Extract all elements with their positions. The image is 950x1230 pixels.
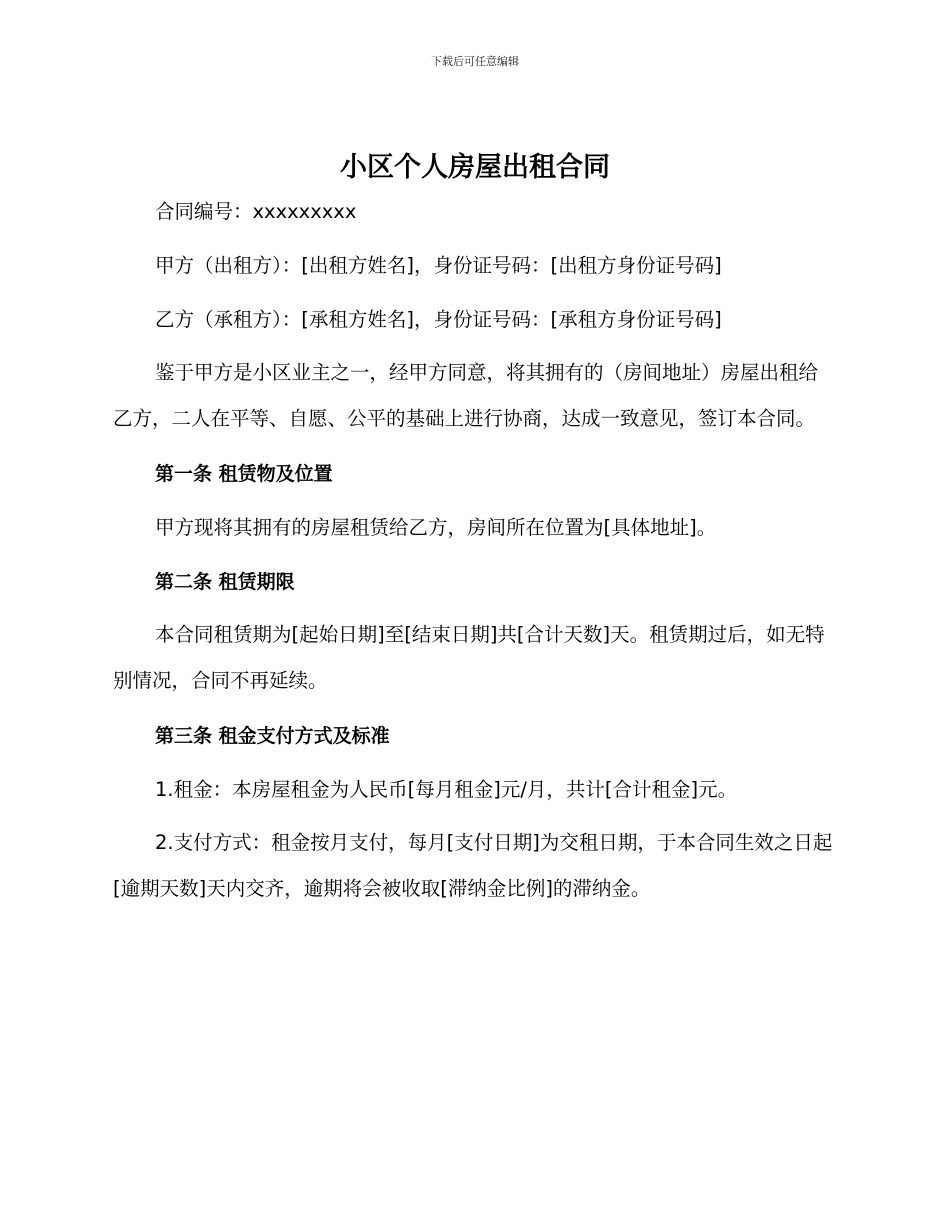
document-title: 小区个人房屋出租合同 (340, 152, 610, 183)
article-2-heading: 第二条 租赁期限 (155, 571, 295, 593)
document-body (113, 188, 833, 912)
article-1-paragraph: 甲方现将其拥有的房屋租赁给乙方，房间所在位置为[具体地址]。 (155, 516, 717, 539)
header-note: 下载后可任意编辑 (431, 55, 519, 68)
party-b-line: 乙方（承租方）：[承租方姓名]，身份证号码：[承租方身份证号码] (155, 308, 722, 331)
article-3-heading: 第三条 租金支付方式及标准 (155, 725, 390, 747)
contract-number: 合同编号：xxxxxxxxx (155, 200, 357, 223)
article-2-paragraph: 本合同租赁期为[起始日期]至[结束日期]共[合计天数]天。租赁期过后，如无特别情况，合同不再延续。 (113, 623, 825, 692)
article-1-heading: 第一条 租赁物及位置 (155, 463, 333, 485)
preamble-paragraph: 鉴于甲方是小区业主之一，经甲方同意，将其拥有的（房间地址）房屋出租给乙方，二人在平等、自愿、公平的基础上进行协商，达成一致意见，签订本合同。 (113, 361, 819, 430)
article-3-paragraph-2: 2.支付方式：租金按月支付，每月[支付日期]为交租日期，于本合同生效之日起[逾期天数]天内交齐，逾期将会被收取[滞纳金比例]的滞纳金。 (113, 831, 833, 900)
party-a-line: 甲方（出租方）：[出租方姓名]，身份证号码：[出租方身份证号码] (155, 254, 722, 277)
article-3-paragraph-1: 1.租金：本房屋租金为人民币[每月租金]元/月，共计[合计租金]元。 (155, 778, 738, 801)
